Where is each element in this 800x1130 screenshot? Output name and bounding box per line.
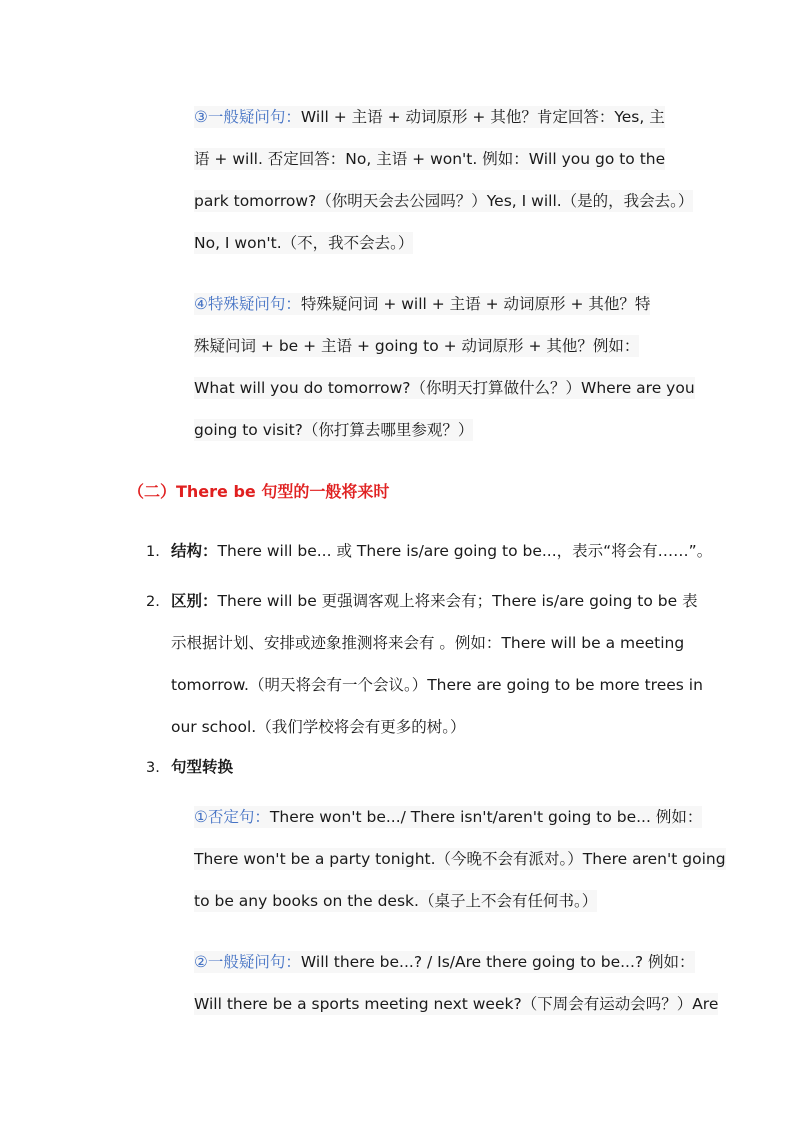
sub2-text-1: Will there be...? / Is/Are there going to be...? 例如：	[300, 953, 695, 971]
item-1-label: 结构：	[171, 542, 218, 560]
item-3-number: 3.	[146, 760, 160, 776]
section4-line-2: 殊疑问词 + be + 主语 + going to + 动词原形 + 其他？例如：	[194, 337, 640, 355]
section3-text-1: Will + 主语 + 动词原形 + 其他？肯定回答：Yes, 主	[300, 108, 665, 126]
section4-label: ④特殊疑问句：	[194, 295, 301, 313]
section4-text-1: 特殊疑问词 + will + 主语 + 动词原形 + 其他？特	[300, 295, 651, 313]
item-3-label: 句型转换	[171, 758, 234, 776]
sub2-line-1	[194, 951, 695, 973]
item-2-label: 区别：	[171, 592, 218, 610]
item-2-line-4: our school.（我们学校将会有更多的树。）	[171, 718, 466, 736]
sub1-line-3: to be any books on the desk.（桌子上不会有任何书。）	[194, 892, 598, 910]
item-1-text: There will be... 或 There is/are going to be...，表示“将会有……”。	[217, 542, 713, 560]
item-2-text-1: There will be 更强调客观上将来会有；There is/are going to be 表	[217, 592, 698, 610]
section3-line-1	[194, 106, 665, 128]
section4-line-4: going to visit?（你打算去哪里参观？）	[194, 421, 474, 439]
sub1-line-1	[194, 806, 702, 828]
item-2-number: 2.	[146, 594, 160, 610]
section3-line-4: No, I won't.（不，我不会去。）	[194, 234, 414, 252]
sub1-text-1: There won't be.../ There isn't/aren't going to be... 例如：	[269, 808, 703, 826]
section4-line-3: What will you do tomorrow?（你明天打算做什么？）Where are you	[194, 379, 695, 397]
section-heading: （二）There be 句型的一般将来时	[128, 482, 390, 501]
section3-line-2: 语 + will. 否定回答：No, 主语 + won't. 例如：Will you go to the	[194, 150, 666, 168]
section4-line-1	[194, 293, 650, 315]
section3-label: ③一般疑问句：	[194, 108, 301, 126]
section3-line-3: park tomorrow?（你明天会去公园吗？）Yes, I will.（是的，我会去。）	[194, 192, 694, 210]
item-2-line-2: 示根据计划、安排或迹象推测将来会有 。例如：There will be a meeting	[171, 634, 685, 652]
item-1-line-1	[171, 540, 712, 562]
item-2-line-1	[171, 590, 698, 612]
item-1-number: 1.	[146, 544, 160, 560]
sub2-label: ②一般疑问句：	[194, 953, 301, 971]
sub1-label: ①否定句：	[194, 808, 270, 826]
sub1-line-2: There won't be a party tonight.（今晚不会有派对。）There aren't going	[194, 850, 726, 868]
item-2-line-3: tomorrow.（明天将会有一个会议。）There are going to be more trees in	[171, 676, 703, 694]
sub2-line-2: Will there be a sports meeting next week?（下周会有运动会吗？）Are	[194, 995, 719, 1013]
